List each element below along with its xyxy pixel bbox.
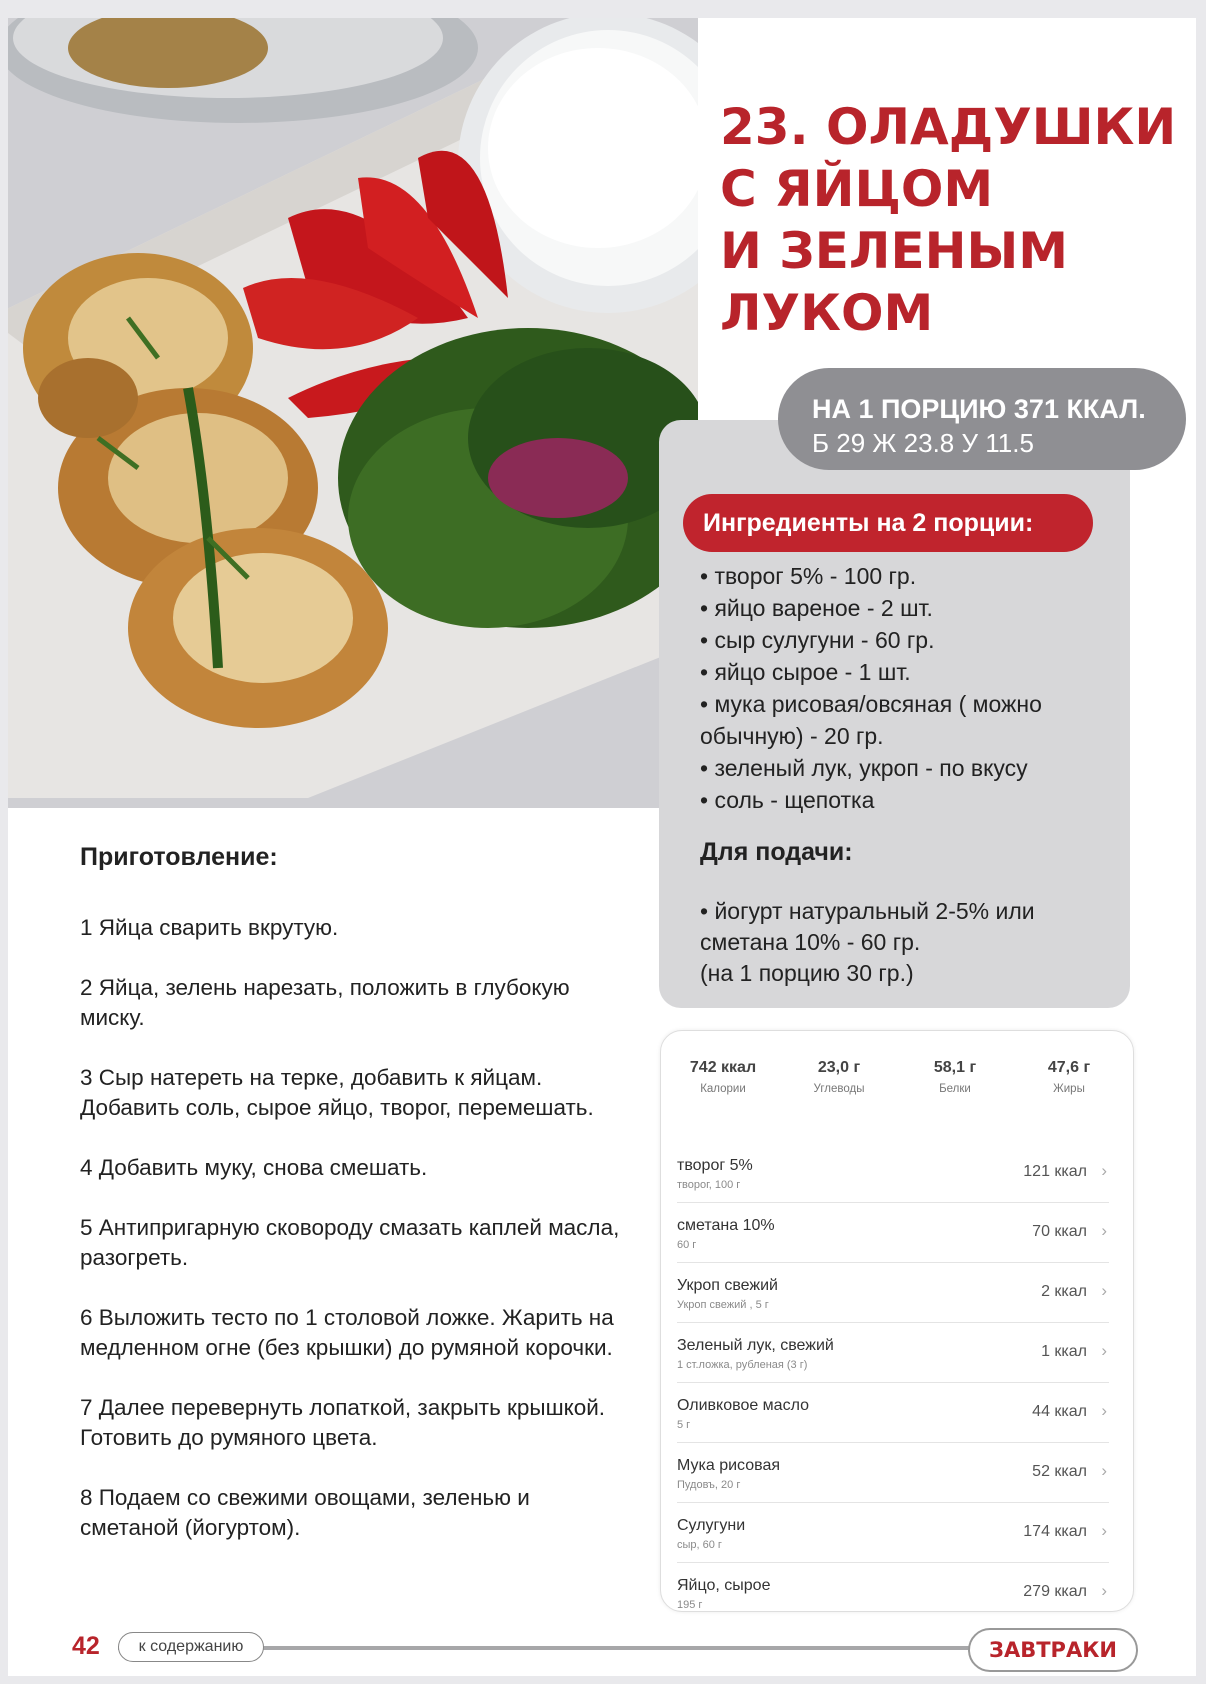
item-kcal: 121 ккал — [1023, 1163, 1087, 1180]
nutrition-row[interactable] — [677, 1143, 1109, 1203]
step-item: 8 Подаем со свежими овощами, зеленью и сметаной (йогуртом). — [80, 1485, 530, 1540]
preparation-steps — [80, 913, 620, 1573]
chevron-right-icon: › — [1101, 1281, 1107, 1300]
ingredients-header: Ингредиенты на 2 порции: — [683, 494, 1093, 552]
summary-label: Жиры — [1053, 1083, 1085, 1095]
chevron-right-icon: › — [1101, 1401, 1107, 1420]
item-kcal: 279 ккал — [1023, 1583, 1087, 1600]
item-portion: творог, 100 г — [677, 1179, 741, 1191]
item-kcal: 174 ккал — [1023, 1523, 1087, 1540]
nutrition-row[interactable] — [677, 1503, 1109, 1563]
title-line: 23. ОЛАДУШКИ — [720, 98, 1177, 156]
summary-value: 58,1 г — [933, 1059, 977, 1076]
list-item: • соль - щепотка — [700, 787, 875, 813]
preparation-header: Приготовление: — [80, 843, 278, 871]
item-portion: 1 ст.ложка, рубленая (3 г) — [677, 1359, 808, 1371]
list-item: • мука рисовая/овсяная ( можно обычную) - 20 гр. — [700, 691, 1042, 749]
nutrition-summary-fat — [1019, 1059, 1119, 1095]
nutrition-summary-carbs — [789, 1059, 889, 1095]
item-portion: Пудовъ, 20 г — [677, 1479, 741, 1491]
step-item: 2 Яйца, зелень нарезать, положить в глубокую миску. — [80, 975, 570, 1030]
nutrition-row[interactable] — [677, 1443, 1109, 1503]
item-portion: 60 г — [677, 1239, 697, 1251]
item-portion: 5 г — [677, 1419, 691, 1431]
item-name: Укроп свежий — [677, 1277, 778, 1294]
table-of-contents-link[interactable]: к содержанию — [118, 1632, 264, 1662]
step-item: 5 Антипригарную сковороду смазать каплей масла, разогреть. — [80, 1215, 620, 1270]
calories-badge — [778, 368, 1186, 470]
step-item: 1 Яйца сварить вкрутую. — [80, 915, 339, 940]
chevron-right-icon: › — [1101, 1341, 1107, 1360]
summary-value: 742 ккал — [689, 1059, 757, 1076]
summary-label: Калории — [700, 1083, 746, 1095]
nutrition-row[interactable] — [677, 1203, 1109, 1263]
macros-per-portion: Б 29 Ж 23.8 У 11.5 — [812, 428, 1034, 458]
item-name: Оливковое масло — [677, 1397, 809, 1414]
recipe-title — [720, 96, 1180, 344]
item-portion: 195 г — [677, 1599, 703, 1611]
item-kcal: 44 ккал — [1032, 1403, 1087, 1420]
item-name: Зеленый лук, свежий — [677, 1337, 834, 1354]
nutrition-summary-calories — [673, 1059, 773, 1095]
nutrition-summary-protein — [905, 1059, 1005, 1095]
chevron-right-icon: › — [1101, 1521, 1107, 1540]
list-item: • йогурт натуральный 2-5% или сметана 10% - 60 гр. — [700, 898, 1035, 955]
summary-value: 23,0 г — [817, 1059, 861, 1076]
recipe-photo — [8, 18, 698, 808]
item-name: Мука рисовая — [677, 1457, 780, 1474]
item-name: творог 5% — [677, 1157, 753, 1174]
item-name: Сулугуни — [677, 1517, 746, 1534]
nutrition-card — [660, 1030, 1134, 1612]
ingredients-list — [700, 560, 1120, 816]
item-name: Яйцо, сырое — [677, 1577, 771, 1594]
item-kcal: 2 ккал — [1041, 1283, 1087, 1300]
list-item: • яйцо вареное - 2 шт. — [700, 595, 933, 621]
item-kcal: 1 ккал — [1041, 1343, 1087, 1360]
item-kcal: 70 ккал — [1032, 1223, 1087, 1240]
title-line: И ЗЕЛЕНЫМ — [720, 222, 1069, 280]
step-item: 3 Сыр натереть на терке, добавить к яйцам. Добавить соль, сырое яйцо, творог, перемешать. — [80, 1065, 594, 1120]
page-footer — [8, 1628, 1196, 1672]
title-line: ЛУКОМ — [720, 284, 934, 342]
page-number: 42 — [72, 1632, 100, 1660]
summary-label: Белки — [939, 1083, 971, 1095]
step-item: 4 Добавить муку, снова смешать. — [80, 1155, 428, 1180]
item-name: сметана 10% — [677, 1217, 775, 1234]
nutrition-row[interactable] — [677, 1263, 1109, 1323]
step-item: 6 Выложить тесто по 1 столовой ложке. Жарить на медленном огне (без крышки) до румяной корочки. — [80, 1305, 614, 1360]
list-item: (на 1 порцию 30 гр.) — [700, 960, 914, 986]
title-line: С ЯЙЦОМ — [720, 160, 994, 218]
serving-header: Для подачи: — [700, 838, 853, 866]
item-kcal: 52 ккал — [1032, 1463, 1087, 1480]
calories-per-portion: НА 1 ПОРЦИЮ 371 ККАЛ. — [812, 394, 1146, 424]
nutrition-row[interactable] — [677, 1563, 1109, 1611]
list-item: • сыр сулугуни - 60 гр. — [700, 627, 935, 653]
nutrition-row[interactable] — [677, 1323, 1109, 1383]
item-portion: Укроп свежий , 5 г — [677, 1299, 769, 1311]
summary-label: Углеводы — [813, 1083, 865, 1095]
list-item: • зеленый лук, укроп - по вкусу — [700, 755, 1028, 781]
nutrition-row[interactable] — [677, 1383, 1109, 1443]
chevron-right-icon: › — [1101, 1161, 1107, 1180]
chevron-right-icon: › — [1101, 1461, 1107, 1480]
step-item: 7 Далее перевернуть лопаткой, закрыть крышкой. Готовить до румяного цвета. — [80, 1395, 606, 1450]
chevron-right-icon: › — [1101, 1581, 1107, 1600]
recipe-page — [8, 18, 1196, 1676]
list-item: • яйцо сырое - 1 шт. — [700, 659, 911, 685]
item-portion: сыр, 60 г — [677, 1539, 722, 1551]
chevron-right-icon: › — [1101, 1221, 1107, 1240]
summary-value: 47,6 г — [1047, 1059, 1091, 1076]
section-label[interactable]: ЗАВТРАКИ — [968, 1628, 1138, 1672]
serving-list — [700, 896, 1100, 989]
list-item: • творог 5% - 100 гр. — [700, 563, 917, 589]
